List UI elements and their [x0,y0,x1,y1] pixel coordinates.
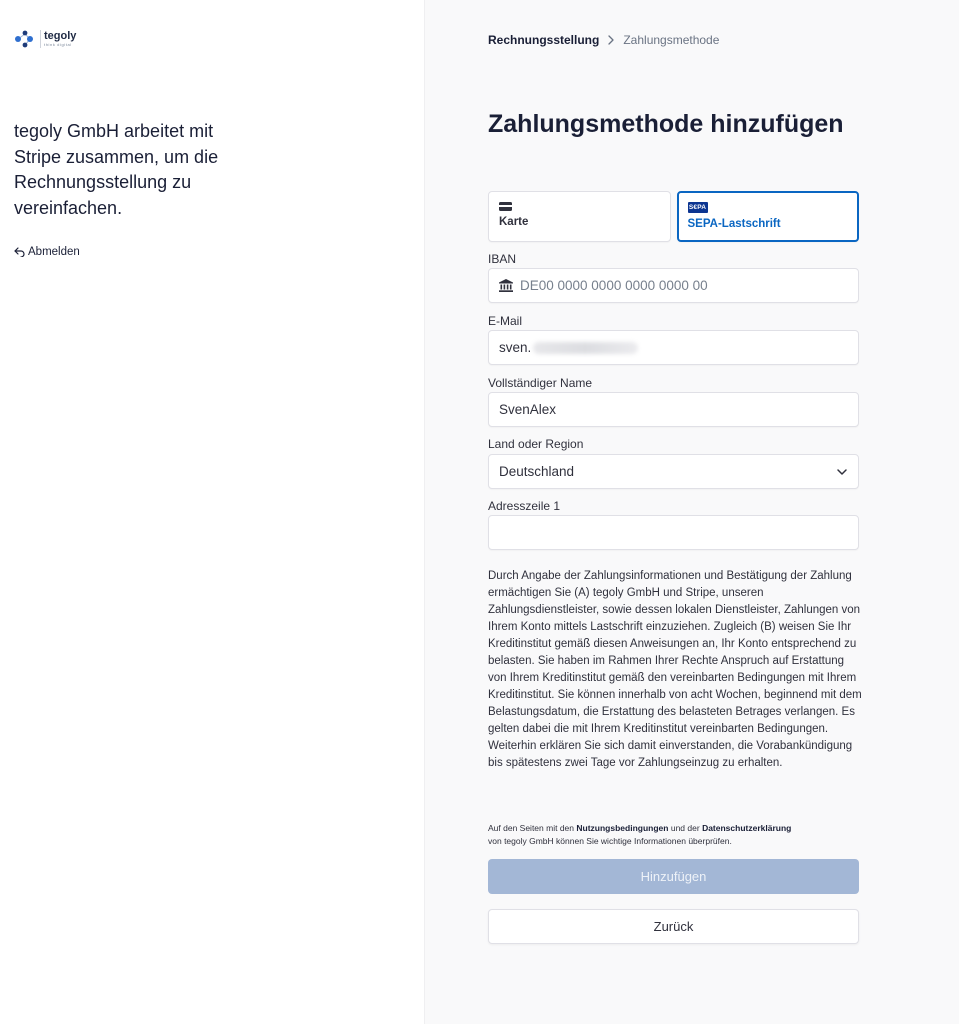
payment-method-tabs [488,191,859,242]
add-payment-method-button[interactable]: Hinzufügen [488,859,859,894]
logout-link[interactable] [14,246,80,258]
terms-prefix: Auf den Seiten mit den [488,823,575,833]
terms-of-service-link[interactable]: Nutzungsbedingungen [576,823,669,833]
brand-wordmark [40,30,76,48]
molecule-dots-logo-icon [14,28,36,50]
tab-sepa-label: SEPA-Lastschrift [687,218,781,230]
terms-middle: und der [670,823,700,833]
right-panel [424,0,959,1024]
tab-sepa-debit[interactable] [677,191,860,242]
logout-label: Abmelden [28,246,80,258]
full-name-field[interactable] [488,392,859,427]
bank-icon [499,279,513,292]
page-title: Zahlungsmethode hinzufügen [488,110,844,138]
breadcrumb [488,33,719,47]
email-field[interactable] [488,330,859,365]
full-name-value: SvenAlex [499,402,557,417]
chevron-down-icon [836,466,848,478]
country-label: Land oder Region [488,437,584,451]
terms-suffix: von tegoly GmbH können Sie wichtige Informationen überprüfen. [488,836,732,846]
iban-placeholder: DE00 0000 0000 0000 0000 00 [520,278,708,293]
sepa-mandate-text: Durch Angabe der Zahlungsinformationen und Bestätigung der Zahlung ermächtigen Sie (A) tegoly GmbH und Stripe, unseren Zahlungsdienstleister, sowie dessen lokalen Dienstleister, Zahlungen von Ihrem Konto mittels Lastschrift einzuziehen. Zugleich (B) weisen Sie Ihr Kreditinstitut gemäß diesen Anweisungen an, Ihr Konto entsprechend zu belasten. Sie haben im Rahmen Ihrer Rechte Anspruch auf Erstattung von Ihrem Kreditinstitut gemäß den vereinbarten Bedingungen mit Ihrem Kreditinstitut. Sie können innerhalb von acht Wochen, beginnend mit dem Belastungsdatum, die Erstattung des belasteten Betrages verlangen. Es gelten dabei die mit Ihrem Kreditinstitut vereinbarten Bedingungen. Weiterhin erklären Sie sich damit einverstanden, die Vorabankündigung bis spätestens zwei Tage vor Zahlungseinzug zu erhalten. [488,570,862,769]
iban-label: IBAN [488,252,517,266]
address-line1-label: Adresszeile 1 [488,499,561,513]
address-line1-field[interactable] [488,515,859,550]
breadcrumb-item-payment-method: Zahlungsmethode [623,33,720,47]
terms-notice [488,822,863,848]
brand-tagline: think digital [44,42,72,47]
country-value: Deutschland [499,464,575,479]
email-label: E-Mail [488,314,523,328]
redacted-email-blur [533,342,638,354]
brand-name: tegoly [44,30,77,42]
tab-card-label: Karte [499,216,529,228]
tab-card[interactable] [488,191,671,242]
sepa-icon: S€PA [688,204,707,211]
iban-field[interactable] [488,268,859,303]
merchant-tagline: tegoly GmbH arbeitet mit Stripe zusammen, um die Rechnungsstellung zu vereinfachen. [14,121,219,218]
country-select[interactable] [488,454,859,489]
left-panel [0,0,424,1024]
card-icon [499,202,512,211]
privacy-policy-link[interactable]: Datenschutzerklärung [702,823,792,833]
breadcrumb-item-billing[interactable]: Rechnungsstellung [488,33,600,47]
return-arrow-icon [14,247,25,257]
full-name-label: Vollständiger Name [488,376,593,390]
email-value: sven. [499,340,532,355]
back-button[interactable]: Zurück [488,909,859,944]
brand-logo[interactable] [14,28,76,50]
chevron-right-icon [607,35,615,45]
